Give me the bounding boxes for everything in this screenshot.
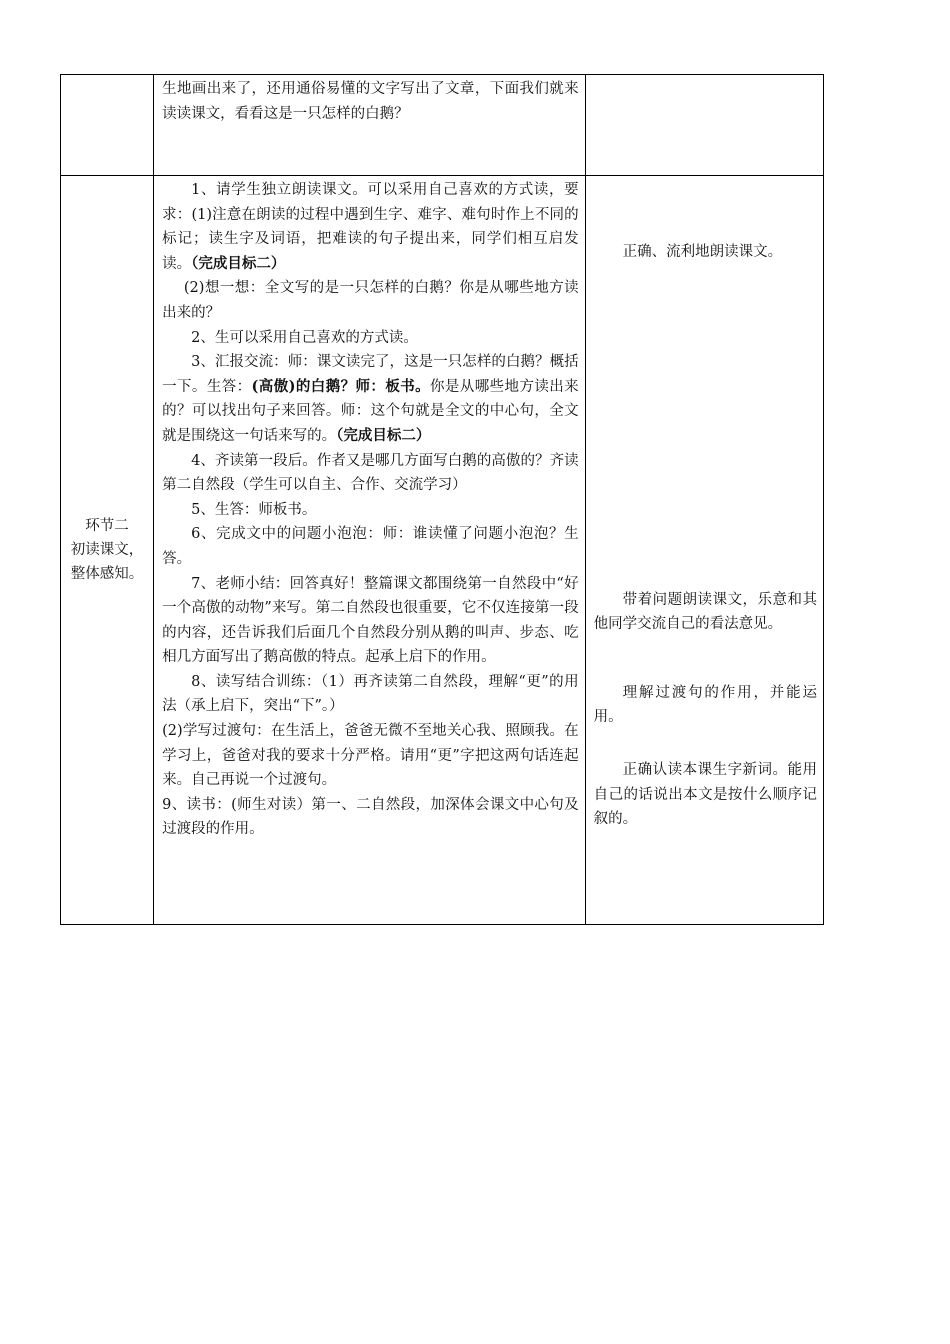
table-row-stage-two [61,176,824,925]
goal-cell-empty [585,75,823,176]
step-3-paragraph [162,350,579,448]
step-1-text: 1、请学生独立朗读课文。可以采用自己喜欢的方式读，要求：(1)注意在朗读的过程中遇到生字、难字、难句时作上不同的标记；读生字及词语，把难读的句子提出来，同学们相互启发读。 [162,182,579,272]
step-2-paragraph: 2、生可以采用自己喜欢的方式读。 [191,329,418,346]
goal-3: 理解过渡句的作用，并能运用。 [593,684,817,726]
goal-4: 正确认读本课生字新词。能用自己的话说出本文是按什么顺序记叙的。 [593,761,817,828]
step-1-goal-note: （完成目标二） [191,254,286,272]
stage-label-line-3: 整体感知。 [70,566,144,582]
step-3-text-a: 3、汇报交流：师：课文读完了，这是一只怎样的白鹅？概括一下。生答： [162,354,579,395]
teaching-cell [154,176,586,925]
goal-2: 带着问题朗读课文，乐意和其他同学交流自己的看法意见。 [593,591,817,633]
lesson-plan-table [60,74,824,925]
step-9-paragraph: 9、读书：(师生对读）第一、二自然段，加深体会课文中心句及过渡段的作用。 [162,796,579,838]
step-8-paragraph: 8、读写结合训练：（1）再齐读第二自然段，理解“更”的用法（承上启下，突出“下”。） [162,673,579,715]
stage-cell [61,176,154,925]
step-8b-paragraph: (2)学写过渡句：在生活上，爸爸无微不至地关心我、照顾我。在学习上，爸爸对我的要求十分严格。请用“更”字把这两句话连起来。自己再说一个过渡句。 [162,723,579,789]
step-1b-paragraph: (2)想一想：全文写的是一只怎样的白鹅？你是从哪些地方读出来的？ [162,280,579,321]
step-7-paragraph: 7、老师小结：回答真好！整篇课文都围绕第一自然段中“好一个高傲的动物”来写。第二自然段也很重要，它不仅连接第一段的内容，还告诉我们后面几个自然段分别从鹅的叫声、步态、吃相几方面写出了鹅高傲的特点。起承上启下的作用。 [162,575,579,666]
step-1-paragraph [162,178,579,276]
stage-label-line-1: 环节二 [85,518,129,534]
intro-paragraph: 生地画出来了，还用通俗易懂的文字写出了文章，下面我们就来读读课文，看看这是一只怎样的白鹅？ [162,81,579,122]
teaching-cell-intro [154,75,586,176]
step-3-text-c: 你是从哪些地方读出来的？可以找出句子来回答。师：这个句就是全文的中心句，全文就是围绕这一句话来写的。 [162,378,579,444]
stage-label-line-2: 初读课文， [70,542,144,558]
stage-cell-empty [61,75,154,176]
step-3-goal-note: （完成目标二） [336,426,431,444]
step-5-paragraph: 5、生答：师板书。 [191,501,317,518]
step-6-paragraph: 6、完成文中的问题小泡泡：师：谁读懂了问题小泡泡？生答。 [162,526,579,567]
table-row-intro [61,75,824,176]
goal-1: 正确、流利地朗读课文。 [622,244,783,260]
step-4-paragraph: 4、齐读第一段后。作者又是哪几方面写白鹅的高傲的？齐读第二自然段（学生可以自主、合作、交流学习） [162,452,579,494]
goal-cell [585,176,823,925]
step-3-text-bold: (高傲)的白鹅？师：板书。 [251,377,431,395]
